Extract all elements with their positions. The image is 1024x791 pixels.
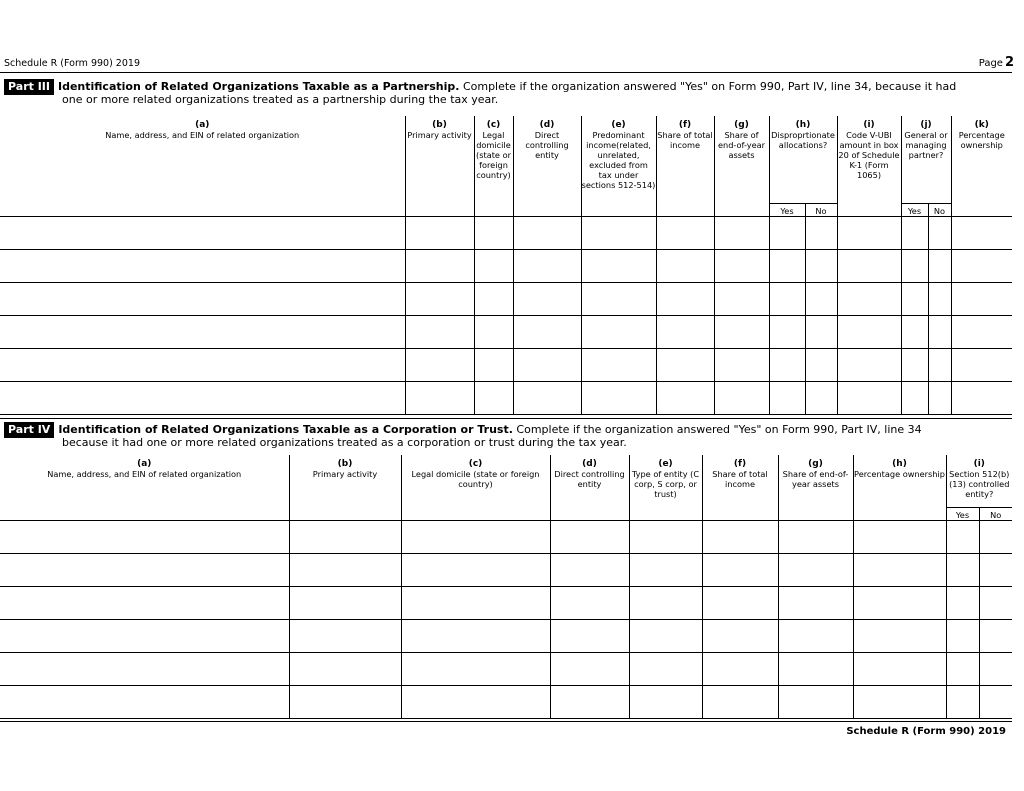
part4-instructions: Complete if the organization answered "Yes" on Form 990, Part IV, line 34 xyxy=(516,423,922,436)
p4-col-b: (b) Primary activity xyxy=(289,455,401,520)
part3-badge: Part III xyxy=(4,79,54,95)
p3-h-no: No xyxy=(805,203,837,216)
p4-col-c: (c) Legal domicile (state or foreign country) xyxy=(401,455,550,520)
page-number: Page 2 xyxy=(978,55,1014,70)
p3-col-j: (j) General or managing partner? xyxy=(901,116,951,203)
p4-col-d: (d) Direct controlling entity xyxy=(550,455,629,520)
p3-col-b: (b) Primary activity xyxy=(405,116,474,216)
table-row xyxy=(0,249,1012,282)
p3-j-yes: Yes xyxy=(901,203,928,216)
p4-col-i: (i) Section 512(b)(13) controlled entity? xyxy=(946,455,1012,507)
p3-col-c: (c) Legal domicile (state or foreign country) xyxy=(474,116,513,216)
p4-i-yes: Yes xyxy=(946,507,979,520)
form-name-footer: Schedule R (Form 990) 2019 xyxy=(846,726,1006,737)
p3-col-i: (i) Code V-UBI amount in box 20 of Schedule K-1 (Form 1065) xyxy=(837,116,901,216)
table-row xyxy=(0,348,1012,381)
header-rule xyxy=(0,72,1012,73)
footer-rule xyxy=(0,721,1012,722)
table-row xyxy=(0,315,1012,348)
part3-instructions: Complete if the organization answered "Yes" on Form 990, Part IV, line 34, because it had xyxy=(462,80,957,93)
table-row xyxy=(0,381,1012,414)
part4-badge: Part IV xyxy=(4,422,54,438)
p4-col-a: (a) Name, address, and EIN of related organization xyxy=(0,455,289,520)
p4-col-h: (h) Percentage ownership xyxy=(853,455,946,520)
p4-col-e: (e) Type of entity (C corp, S corp, or trust) xyxy=(629,455,702,520)
part4-rule xyxy=(0,418,1012,419)
table-row xyxy=(0,216,1012,249)
table-row xyxy=(0,282,1012,315)
part3-instructions-line2: one or more related organizations treated as a partnership during the tax year. xyxy=(62,93,499,106)
p3-col-d: (d) Direct controlling entity xyxy=(513,116,581,216)
p4-col-g: (g) Share of end-of-year assets xyxy=(778,455,853,520)
p3-col-a: (a) Name, address, and EIN of related organization xyxy=(0,116,405,216)
p4-col-f: (f) Share of total income xyxy=(702,455,778,520)
p3-h-yes: Yes xyxy=(769,203,805,216)
part3-title: Identification of Related Organizations Taxable as a Partnership. xyxy=(57,80,460,93)
table-row xyxy=(0,619,1012,652)
p3-col-k: (k) Percentage ownership xyxy=(951,116,1012,216)
table-row xyxy=(0,685,1012,718)
p3-col-e: (e) Predominant income(related, unrelated, excluded from tax under sections 512-514) xyxy=(581,116,656,216)
p3-col-h: (h) Disproprtionate allocations? xyxy=(769,116,837,203)
p3-col-g: (g) Share of end-of-year assets xyxy=(714,116,769,216)
table-row xyxy=(0,520,1012,553)
form-name-header: Schedule R (Form 990) 2019 xyxy=(4,58,140,69)
part4-title: Identification of Related Organizations Taxable as a Corporation or Trust. xyxy=(58,423,513,436)
part4-instructions-line2: because it had one or more related organizations treated as a corporation or trust during the tax year. xyxy=(62,436,627,449)
table-row xyxy=(0,586,1012,619)
table-row xyxy=(0,652,1012,685)
part4-table xyxy=(0,455,1012,719)
part3-table xyxy=(0,116,1012,415)
p3-col-f: (f) Share of total income xyxy=(656,116,714,216)
table-row xyxy=(0,553,1012,586)
p3-j-no: No xyxy=(928,203,951,216)
p4-i-no: No xyxy=(979,507,1012,520)
